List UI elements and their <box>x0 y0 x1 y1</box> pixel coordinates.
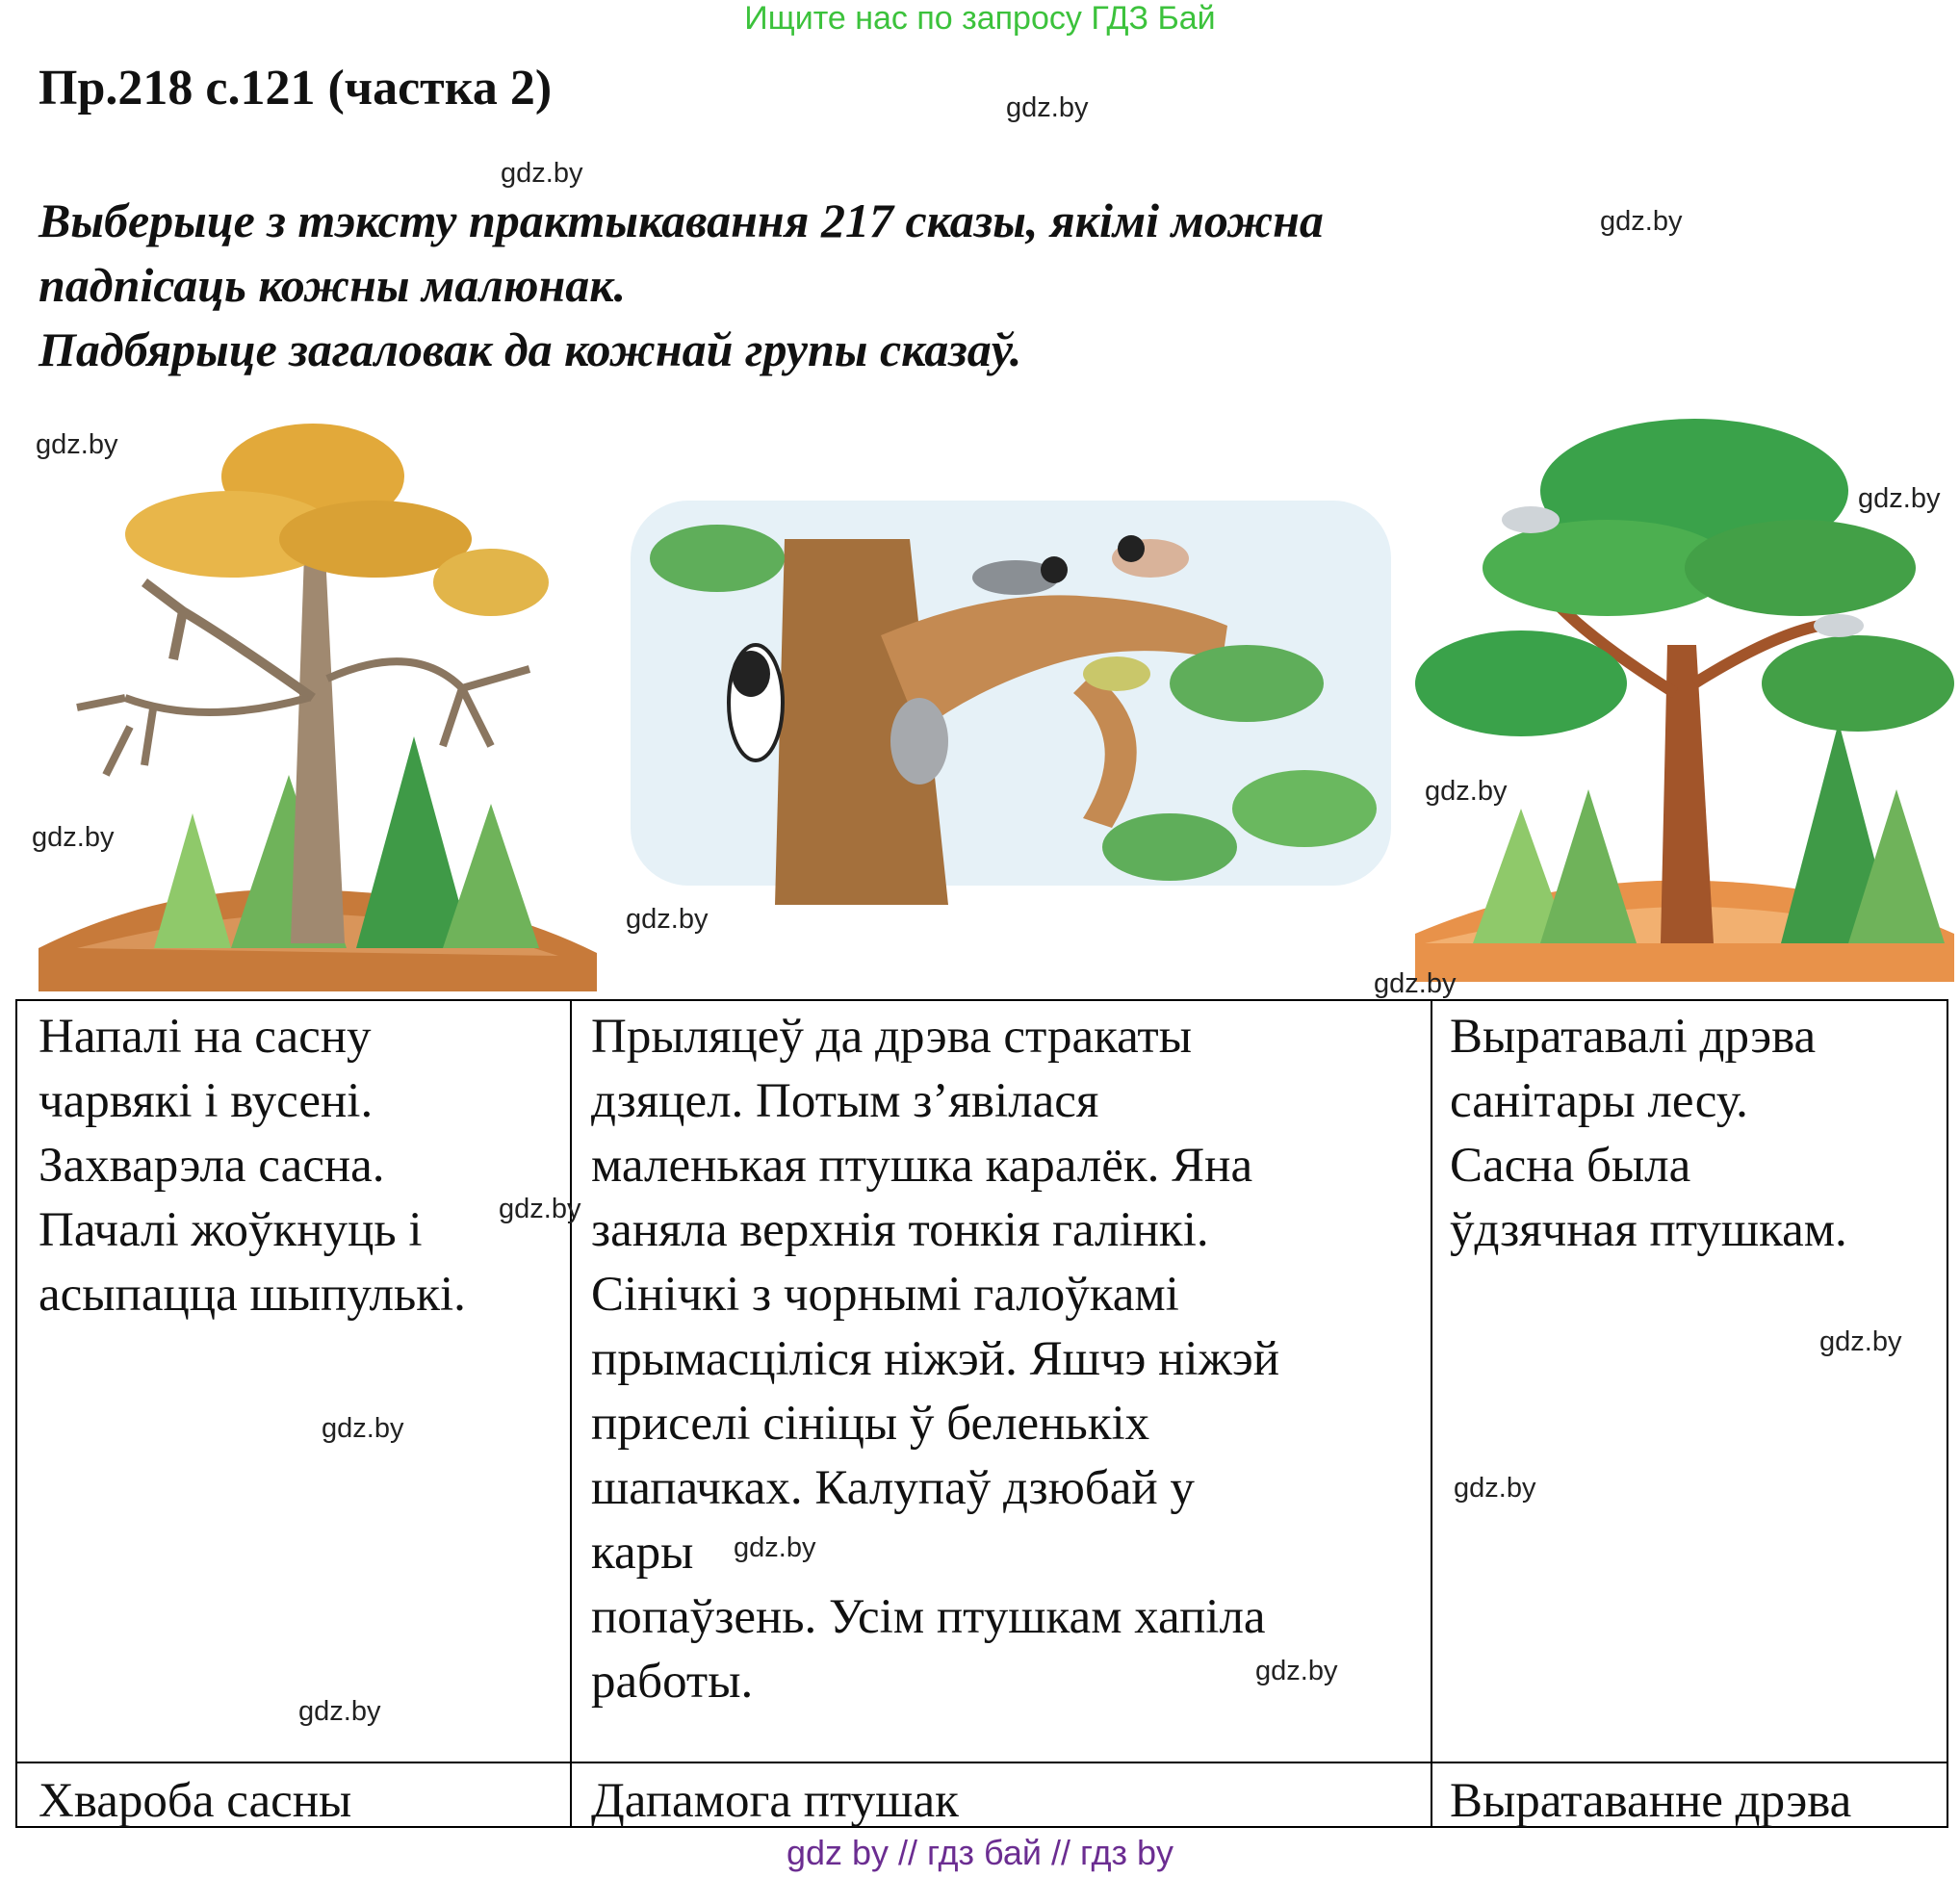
task-line-1: Выберыце з тэксту практыкавання 217 сказы, якімі можна <box>39 193 1324 247</box>
col1-line: Захварэла сасна. <box>39 1139 385 1193</box>
task-text <box>39 189 1675 382</box>
answer-table <box>15 999 1948 1828</box>
col2-title: Дапамога птушак <box>591 1774 959 1828</box>
col2-line: Сінічкі з чорнымі галоўкамі <box>591 1268 1179 1322</box>
col2-line: дзяцел. Потым з’явілася <box>591 1074 1099 1128</box>
watermark: gdz.by <box>1858 483 1941 514</box>
watermark: gdz.by <box>1374 968 1457 999</box>
col2-line: работы. <box>591 1655 754 1709</box>
birds-branch-image <box>631 481 1391 905</box>
watermark: gdz.by <box>298 1696 381 1727</box>
watermark: gdz.by <box>626 904 709 935</box>
col3-line: Сасна была <box>1450 1139 1691 1193</box>
watermark: gdz.by <box>1006 92 1089 123</box>
col1-line: асыпацца шыпулькі. <box>39 1268 466 1322</box>
watermark: gdz.by <box>1600 206 1683 237</box>
col2-line: маленькая птушка каралёк. Яна <box>591 1139 1253 1193</box>
watermark: gdz.by <box>32 822 115 853</box>
col3-line: санітары лесу. <box>1450 1074 1748 1128</box>
exercise-heading: Пр.218 с.121 (частка 2) <box>39 61 553 116</box>
col2-line: приселі сініцы ў беленькіх <box>591 1397 1150 1451</box>
top-banner: Ищите нас по запросу ГДЗ Бай <box>744 0 1216 37</box>
watermark: gdz.by <box>499 1194 581 1224</box>
col2-line: шапачках. Калупаў дзюбай у <box>591 1461 1195 1515</box>
watermark: gdz.by <box>1454 1473 1536 1504</box>
col3-title: Выратаванне дрэва <box>1450 1774 1852 1828</box>
footer-links: gdz by // гдз бай // гдз by <box>786 1833 1174 1872</box>
col1-line: чарвякі і вусені. <box>39 1074 374 1128</box>
task-line-2: падпісаць кожны малюнак. <box>39 258 627 312</box>
watermark: gdz.by <box>734 1532 816 1563</box>
col1-line: Напалі на сасну <box>39 1010 372 1064</box>
col2-line: заняла верхнія тонкія галінкі. <box>591 1203 1209 1257</box>
col3-line: Выратавалі дрэва <box>1450 1010 1817 1064</box>
col2-line: Прыляцеў да дрэва стракаты <box>591 1010 1192 1064</box>
watermark: gdz.by <box>1425 776 1508 807</box>
col3-sentences <box>1450 1005 1847 1263</box>
col1-sentences <box>39 1005 466 1327</box>
col2-line: попаўзень. Усім птушкам хапіла <box>591 1590 1266 1644</box>
sick-pine-image <box>39 409 597 991</box>
watermark: gdz.by <box>322 1413 404 1444</box>
col1-title: Хвароба сасны <box>39 1774 352 1828</box>
col2-line: прымасціліся ніжэй. Яшчэ ніжэй <box>591 1332 1280 1386</box>
col2-sentences <box>591 1005 1279 1714</box>
watermark: gdz.by <box>36 429 118 460</box>
watermark: gdz.by <box>501 158 583 189</box>
col2-line: кары <box>591 1526 694 1580</box>
watermark: gdz.by <box>1819 1326 1902 1357</box>
watermark: gdz.by <box>1255 1656 1338 1686</box>
col3-line: ўдзячная птушкам. <box>1450 1203 1847 1257</box>
col1-line: Пачалі жоўкнуць і <box>39 1203 423 1257</box>
task-line-3: Падбярыце загаловак да кожнай групы сказаў. <box>39 322 1022 376</box>
